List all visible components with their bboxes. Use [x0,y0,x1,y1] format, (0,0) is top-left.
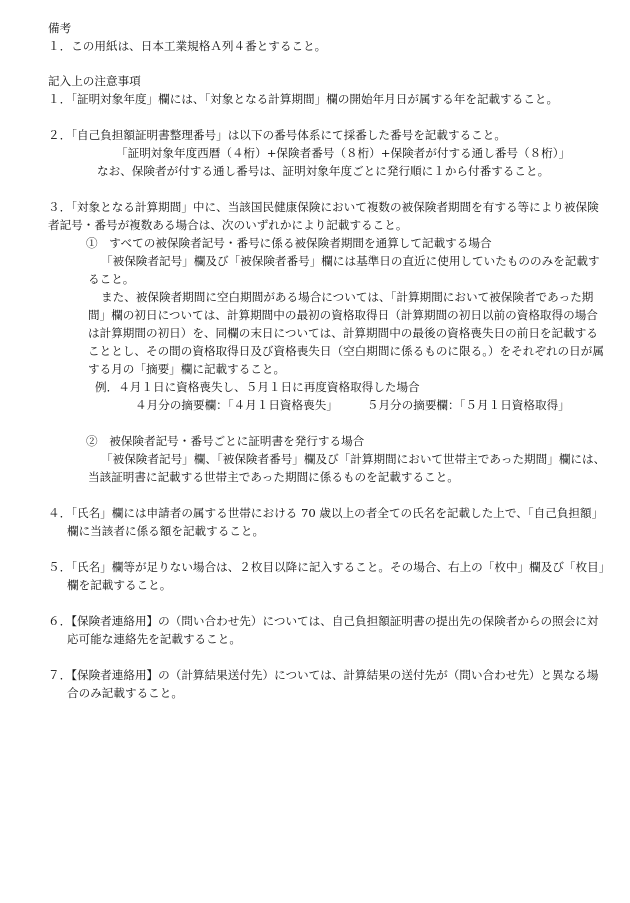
note-3-case-1-para-2: また、被保険者期間に空白期間がある場合については、「計算期間において被保険者であった期間」欄の初日については、計算期間中の最初の資格取得日（計算期間の初日以前の資格取得の場合は計算期間の初日）を、同欄の末日については、計算期間中の最後の資格喪失日の前日を記載することとし、その間の資格取得日及び資格喪失日（空白期間に係るものに限る。）をそれぞれの日が属する月の「摘要」欄に記載すること。 [88,290,604,376]
note-2-remark: なお、保険者が付する通し番号は、証明対象年度ごとに発行順に１から付番すること。 [97,164,550,178]
remarks-heading: 備考 [48,21,72,35]
note-3-example-body: ４月分の摘要欄：「４月１日資格喪失」 ５月分の摘要欄：「５月１日資格取得」 [135,398,570,412]
spacer [28,486,608,504]
note-3-case-1-title: ① すべての被保険者記号・番号に係る被保険者期間を通算して記載する場合 [86,236,492,250]
note-3-case-1-para-1: 「被保険者記号」欄及び「被保険者番号」欄には基準日の直近に使用していたもののみを記載すること。 [88,254,600,286]
note-2: ２．「自己負担額証明書整理番号」は以下の番号体系にて採番した番号を記載すること。 [48,128,506,142]
spacer [28,594,608,612]
note-3-case-2-para-1: 「被保険者記号」欄、「被保険者番号」欄及び「計算期間において世帯主であった期間」欄には、当該証明書に記載する世帯主であった期間に係るものを記載すること。 [88,452,606,484]
spacer [28,414,608,432]
note-3-example-title: 例．４月１日に資格喪失し、５月１日に再度資格取得した場合 [95,380,420,394]
note-5: ５．「氏名」欄等が足りない場合は、２枚目以降に記入すること。その場合、右上の「枚中」欄及び「枚目」欄を記載すること。 [48,560,605,592]
note-4: ４．「氏名」欄には申請者の属する世帯における 70 歳以上の者全ての氏名を記載した上で、「自己負担額」欄に当該者に係る額を記載すること。 [48,506,604,538]
note-3-line-2: 者記号・番号が複数ある場合は、次のいずれかにより記載すること。 [48,218,408,232]
spacer [28,648,608,666]
spacer [28,55,608,72]
note-2-formula: 「証明対象年度西暦（４桁）+保険者番号（８桁）+保険者が付する通し番号（８桁）」 [116,146,571,160]
spacer [28,540,608,558]
note-7: ７．【保険者連絡用】の（計算結果送付先）については、計算結果の送付先が（問い合わせ先）と異なる場合のみ記載すること。 [48,668,599,700]
notes-heading: 記入上の注意事項 [48,74,141,88]
note-6: ６．【保険者連絡用】の（問い合わせ先）については、自己負担額証明書の提出先の保険者からの照会に対応可能な連絡先を記載すること。 [48,614,599,646]
note-3-line-1: ３．「対象となる計算期間」中に、当該国民健康保険において複数の被保険者期間を有する等により被保険 [48,200,599,214]
spacer [28,180,608,198]
note-3-case-2-title: ② 被保険者記号・番号ごとに証明書を発行する場合 [86,434,365,448]
note-1: １．「証明対象年度」欄には、「対象となる計算期間」欄の開始年月日が属する年を記載すること。 [48,92,559,106]
remarks-item-1: １．この用紙は、日本工業規格Ａ列４番とすること。 [48,39,327,53]
spacer [28,108,608,126]
